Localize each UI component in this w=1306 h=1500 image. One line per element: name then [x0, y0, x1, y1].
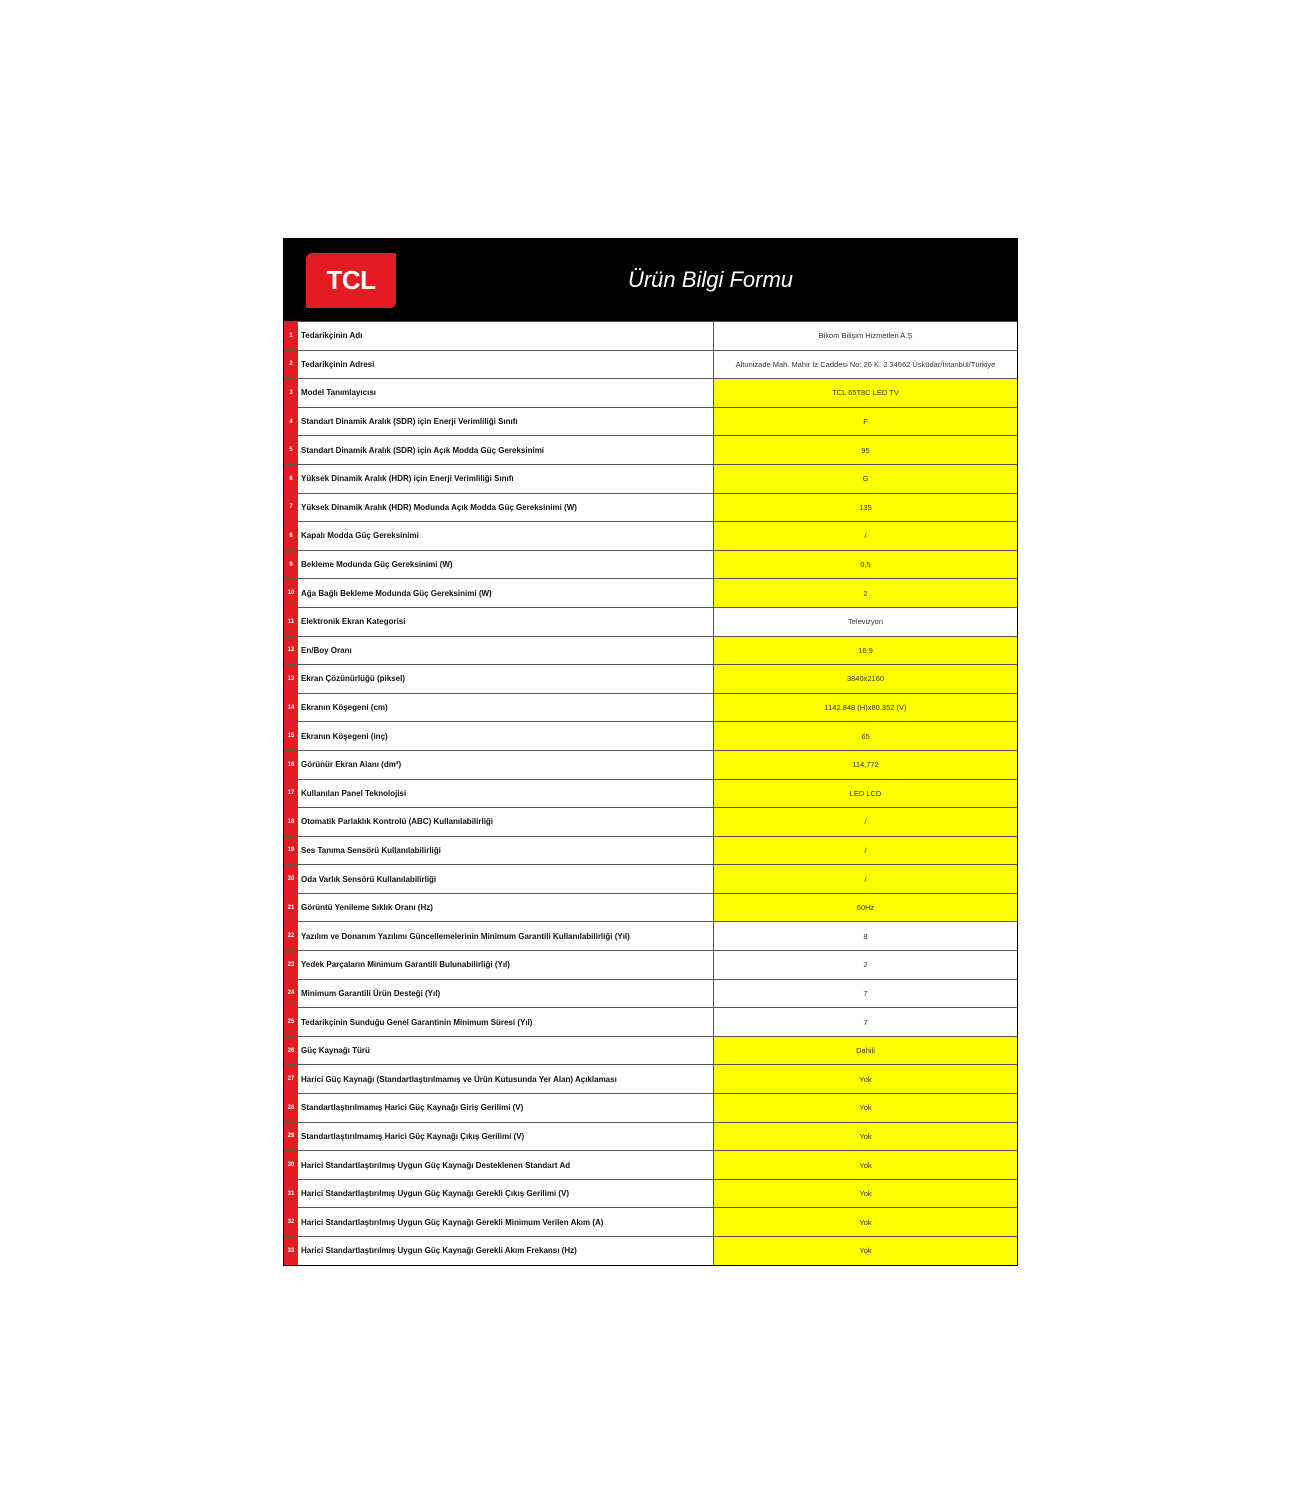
- row-value: 2: [714, 951, 1017, 979]
- table-row: [284, 1179, 1017, 1208]
- row-number: 9: [284, 551, 298, 579]
- table-row: [284, 1064, 1017, 1093]
- row-number: 8: [284, 522, 298, 550]
- tcl-logo: [306, 253, 396, 308]
- row-value: Yok: [714, 1180, 1017, 1208]
- table-row: [284, 493, 1017, 522]
- table-row: [284, 1236, 1017, 1265]
- row-label: Ekranın Köşegeni (cm): [298, 694, 714, 722]
- row-value: 3840x2160: [714, 665, 1017, 693]
- table-row: [284, 950, 1017, 979]
- info-table: [284, 321, 1017, 1265]
- row-label: Yüksek Dinamik Aralık (HDR) Modunda Açık Modda Güç Gereksinimi (W): [298, 494, 714, 522]
- row-label: Kapalı Modda Güç Gereksinimi: [298, 522, 714, 550]
- table-row: [284, 1122, 1017, 1151]
- row-number: 28: [284, 1094, 298, 1122]
- row-label: Tedarikçinin Sunduğu Genel Garantinin Minimum Süresi (Yıl): [298, 1008, 714, 1036]
- row-number: 21: [284, 894, 298, 922]
- row-value: Yok: [714, 1123, 1017, 1151]
- row-number: 6: [284, 465, 298, 493]
- row-value: LED LCD: [714, 780, 1017, 808]
- row-label: Ses Tanıma Sensörü Kullanılabilirliği: [298, 837, 714, 865]
- table-row: [284, 350, 1017, 379]
- table-row: [284, 1036, 1017, 1065]
- table-row: [284, 378, 1017, 407]
- table-row: [284, 864, 1017, 893]
- row-number: 12: [284, 637, 298, 665]
- row-label: Oda Varlık Sensörü Kullanılabilirliği: [298, 865, 714, 893]
- row-number: 4: [284, 408, 298, 436]
- row-value: G: [714, 465, 1017, 493]
- table-row: [284, 550, 1017, 579]
- row-value: 65: [714, 722, 1017, 750]
- table-row: [284, 607, 1017, 636]
- row-number: 22: [284, 922, 298, 950]
- row-number: 33: [284, 1237, 298, 1265]
- table-row: [284, 693, 1017, 722]
- row-number: 27: [284, 1065, 298, 1093]
- row-number: 29: [284, 1123, 298, 1151]
- row-label: Harici Güç Kaynağı (Standartlaştırılmamış ve Ürün Kutusunda Yer Alan) Açıklaması: [298, 1065, 714, 1093]
- table-row: [284, 407, 1017, 436]
- row-label: Yazılım ve Donanım Yazılımı Güncellemelerinin Minimum Garantili Kullanılabilirliği (Yıl): [298, 922, 714, 950]
- row-number: 14: [284, 694, 298, 722]
- row-value: /: [714, 837, 1017, 865]
- row-label: Görüntü Yenileme Sıklık Oranı (Hz): [298, 894, 714, 922]
- row-number: 17: [284, 780, 298, 808]
- row-label: Ekranın Köşegeni (inç): [298, 722, 714, 750]
- row-number: 10: [284, 579, 298, 607]
- row-number: 5: [284, 436, 298, 464]
- row-number: 32: [284, 1208, 298, 1236]
- row-label: Tedarikçinin Adı: [298, 322, 714, 350]
- row-label: Minimum Garantili Ürün Desteği (Yıl): [298, 980, 714, 1008]
- row-label: Elektronik Ekran Kategorisi: [298, 608, 714, 636]
- page-title: Ürün Bilgi Formu: [627, 267, 794, 292]
- table-row: [284, 779, 1017, 808]
- row-label: Ekran Çözünürlüğü (piksel): [298, 665, 714, 693]
- row-number: 19: [284, 837, 298, 865]
- table-row: [284, 521, 1017, 550]
- row-number: 18: [284, 808, 298, 836]
- table-row: [284, 1150, 1017, 1179]
- table-row: [284, 807, 1017, 836]
- row-number: 2: [284, 351, 298, 379]
- table-row: [284, 750, 1017, 779]
- row-number: 15: [284, 722, 298, 750]
- row-number: 7: [284, 494, 298, 522]
- row-value: 16:9: [714, 637, 1017, 665]
- row-value: 7: [714, 980, 1017, 1008]
- row-value: 7: [714, 1008, 1017, 1036]
- table-row: [284, 578, 1017, 607]
- row-number: 20: [284, 865, 298, 893]
- row-value: 0,5: [714, 551, 1017, 579]
- row-value: 1142.848 (H)x80.352 (V): [714, 694, 1017, 722]
- row-label: Yüksek Dinamik Aralık (HDR) için Enerji Verimliliği Sınıfı: [298, 465, 714, 493]
- row-number: 31: [284, 1180, 298, 1208]
- row-number: 25: [284, 1008, 298, 1036]
- table-row: [284, 464, 1017, 493]
- row-label: Bekleme Modunda Güç Gereksinimi (W): [298, 551, 714, 579]
- row-number: 3: [284, 379, 298, 407]
- product-info-sheet: [283, 238, 1018, 1266]
- row-number: 16: [284, 751, 298, 779]
- row-value: 135: [714, 494, 1017, 522]
- row-label: Model Tanımlayıcısı: [298, 379, 714, 407]
- row-number: 13: [284, 665, 298, 693]
- row-value: 60Hz: [714, 894, 1017, 922]
- table-row: [284, 921, 1017, 950]
- table-row: [284, 1007, 1017, 1036]
- row-label: Harici Standartlaştırılmış Uygun Güç Kaynağı Gerekli Çıkış Gerilimi (V): [298, 1180, 714, 1208]
- row-value: Altunizade Mah. Mahir İz Caddesi No: 26 K: 2 34662 Üsküdar/İstanbul/Türkiye: [714, 351, 1017, 379]
- row-label: Görünür Ekran Alanı (dm²): [298, 751, 714, 779]
- table-row: [284, 435, 1017, 464]
- row-value: 95: [714, 436, 1017, 464]
- table-row: [284, 1207, 1017, 1236]
- table-row: [284, 979, 1017, 1008]
- row-value: Yok: [714, 1237, 1017, 1265]
- row-value: Yok: [714, 1094, 1017, 1122]
- row-label: Harici Standartlaştırılmış Uygun Güç Kaynağı Gerekli Minimum Verilen Akım (A): [298, 1208, 714, 1236]
- row-label: Ağa Bağlı Bekleme Modunda Güç Gereksinimi (W): [298, 579, 714, 607]
- row-label: Yedek Parçaların Minimum Garantili Bulunabilirliği (Yıl): [298, 951, 714, 979]
- row-number: 11: [284, 608, 298, 636]
- row-label: Standart Dinamik Aralık (SDR) için Açık Modda Güç Gereksinimi: [298, 436, 714, 464]
- row-label: En/Boy Oranı: [298, 637, 714, 665]
- row-label: Kullanılan Panel Teknolojisi: [298, 780, 714, 808]
- logo-text: TCL: [326, 265, 376, 295]
- row-value: F: [714, 408, 1017, 436]
- table-row: [284, 636, 1017, 665]
- row-value: 114,772: [714, 751, 1017, 779]
- row-number: 26: [284, 1037, 298, 1065]
- row-value: 8: [714, 922, 1017, 950]
- row-value: 2: [714, 579, 1017, 607]
- row-value: Dahili: [714, 1037, 1017, 1065]
- row-value: Yok: [714, 1208, 1017, 1236]
- row-number: 30: [284, 1151, 298, 1179]
- table-row: [284, 664, 1017, 693]
- row-number: 24: [284, 980, 298, 1008]
- row-value: /: [714, 808, 1017, 836]
- row-value: /: [714, 522, 1017, 550]
- table-row: [284, 1093, 1017, 1122]
- row-label: Otomatik Parlaklık Kontrolü (ABC) Kullanılabilirliği: [298, 808, 714, 836]
- row-value: Yok: [714, 1151, 1017, 1179]
- table-row: [284, 321, 1017, 350]
- row-label: Standartlaştırılmamış Harici Güç Kaynağı Giriş Gerilimi (V): [298, 1094, 714, 1122]
- table-row: [284, 721, 1017, 750]
- row-label: Standartlaştırılmamış Harici Güç Kaynağı Çıkış Gerilimi (V): [298, 1123, 714, 1151]
- sheet-header: [284, 239, 1017, 321]
- row-value: Yok: [714, 1065, 1017, 1093]
- row-value: Bikom Bilişim Hizmetleri A.Ş: [714, 322, 1017, 350]
- row-value: TCL 65T8C LED TV: [714, 379, 1017, 407]
- row-label: Standart Dinamik Aralık (SDR) için Enerji Verimliliği Sınıfı: [298, 408, 714, 436]
- row-number: 1: [284, 322, 298, 350]
- row-label: Tedarikçinin Adresi: [298, 351, 714, 379]
- row-label: Harici Standartlaştırılmış Uygun Güç Kaynağı Gerekli Akım Frekansı (Hz): [298, 1237, 714, 1265]
- row-label: Harici Standartlaştırılmış Uygun Güç Kaynağı Desteklenen Standart Ad: [298, 1151, 714, 1179]
- row-value: Televizyon: [714, 608, 1017, 636]
- row-label: Güç Kaynağı Türü: [298, 1037, 714, 1065]
- row-value: /: [714, 865, 1017, 893]
- table-row: [284, 893, 1017, 922]
- row-number: 23: [284, 951, 298, 979]
- table-row: [284, 836, 1017, 865]
